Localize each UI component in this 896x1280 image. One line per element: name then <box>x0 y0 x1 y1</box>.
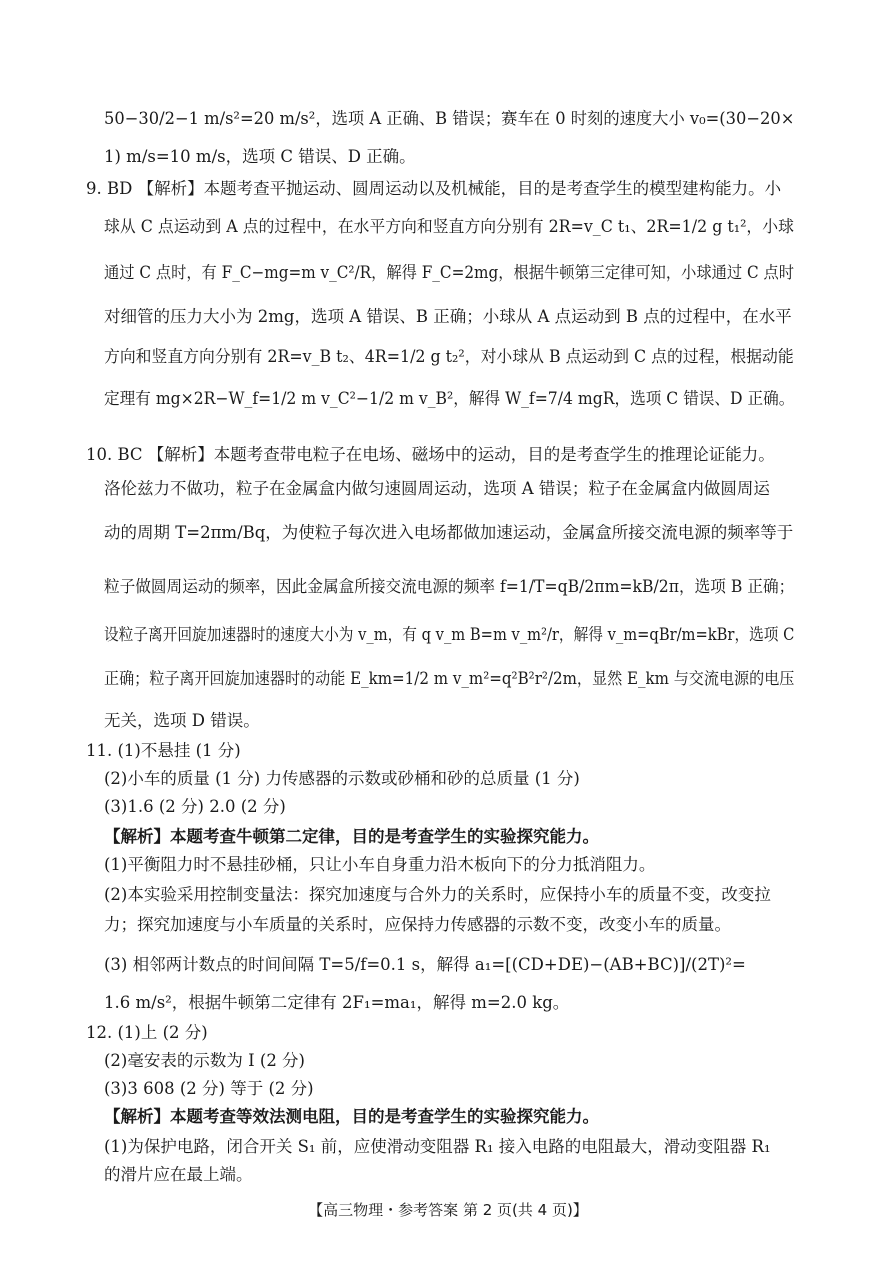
text-line: 1.6 m/s²，根据牛顿第二定律有 2F₁=ma₁，解得 m=2.0 kg。 <box>104 993 570 1012</box>
text-line: 10. BC 【解析】本题考查带电粒子在电场、磁场中的运动，目的是考查学生的推理论证能力。 <box>86 445 775 464</box>
text-line: 11. (1)不悬挂 (1 分) <box>86 741 241 760</box>
text-line: (3)3 608 (2 分) 等于 (2 分) <box>104 1079 314 1098</box>
text-line: (2)小车的质量 (1 分) 力传感器的示数或砂桶和砂的总质量 (1 分) <box>104 769 580 788</box>
text-line: 力；探究加速度与小车质量的关系时，应保持力传感器的示数不变，改变小车的质量。 <box>104 915 731 934</box>
text-line: 洛伦兹力不做功，粒子在金属盒内做匀速圆周运动，选项 A 错误；粒子在金属盒内做圆周运 <box>104 479 770 498</box>
text-line: 定理有 mg×2R−W_f=1/2 m v_C²−1/2 m v_B²，解得 W_f=7/4 mgR，选项 C 错误、D 正确。 <box>104 389 795 408</box>
text-line: 球从 C 点运动到 A 点的过程中，在水平方向和竖直方向分别有 2R=v_C t₁、2R=1/2 g t₁²，小球 <box>104 217 794 236</box>
text-line: 对细管的压力大小为 2mg，选项 A 错误、B 正确；小球从 A 点运动到 B 点的过程中，在水平 <box>104 307 792 326</box>
text-line: (3)1.6 (2 分) 2.0 (2 分) <box>104 797 286 816</box>
text-line: 12. (1)上 (2 分) <box>86 1023 208 1042</box>
text-line: 正确；粒子离开回旋加速器时的动能 E_km=1/2 m v_m²=q²B²r²/2m，显然 E_km 与交流电源的电压 <box>104 669 795 688</box>
text-line: 通过 C 点时，有 F_C−mg=m v_C²/R，解得 F_C=2mg，根据牛顿第三定律可知，小球通过 C 点时 <box>104 263 794 282</box>
text-line: 设粒子离开回旋加速器时的速度大小为 v_m，有 q v_m B=m v_m²/r，解得 v_m=qBr/m=kBr，选项 C <box>104 625 795 644</box>
analysis-heading: 【解析】本题考查牛顿第二定律，目的是考查学生的实验探究能力。 <box>104 827 599 846</box>
text-line: 50−30/2−1 m/s²=20 m/s²，选项 A 正确、B 错误；赛车在 0 时刻的速度大小 v₀=(30−20× <box>104 109 795 128</box>
page-footer: 【高三物理・参考答案 第 2 页(共 4 页)】 <box>308 1201 588 1219</box>
text-line: 1) m/s=10 m/s，选项 C 错误、D 正确。 <box>104 147 416 166</box>
analysis-heading: 【解析】本题考查等效法测电阻，目的是考查学生的实验探究能力。 <box>104 1107 599 1126</box>
text-line: (2)毫安表的示数为 I (2 分) <box>104 1051 305 1070</box>
text-line: (1)为保护电路，闭合开关 S₁ 前，应使滑动变阻器 R₁ 接入电路的电阻最大，滑动变阻器 R₁ <box>104 1137 771 1156</box>
text-line: 方向和竖直方向分别有 2R=v_B t₂、4R=1/2 g t₂²，对小球从 B 点运动到 C 点的过程，根据动能 <box>104 347 794 366</box>
text-line: 粒子做圆周运动的频率，因此金属盒所接交流电源的频率 f=1/T=qB/2πm=kB/2π，选项 B 正确； <box>104 577 795 596</box>
text-line: 动的周期 T=2πm/Bq，为使粒子每次进入电场都做加速运动，金属盒所接交流电源的频率等于 <box>104 523 794 542</box>
text-line: (1)平衡阻力时不悬挂砂桶，只让小车自身重力沿木板向下的分力抵消阻力。 <box>104 855 656 874</box>
text-line: 无关，选项 D 错误。 <box>104 711 260 730</box>
text-line: (3) 相邻两计数点的时间间隔 T=5/f=0.1 s，解得 a₁=[(CD+DE)−(AB+BC)]/(2T)²= <box>104 955 746 974</box>
text-line: 9. BD 【解析】本题考查平抛运动、圆周运动以及机械能，目的是考查学生的模型建构能力。小 <box>86 179 782 198</box>
text-line: 的滑片应在最上端。 <box>104 1165 253 1184</box>
text-line: (2)本实验采用控制变量法：探究加速度与合外力的关系时，应保持小车的质量不变，改变拉 <box>104 885 771 904</box>
